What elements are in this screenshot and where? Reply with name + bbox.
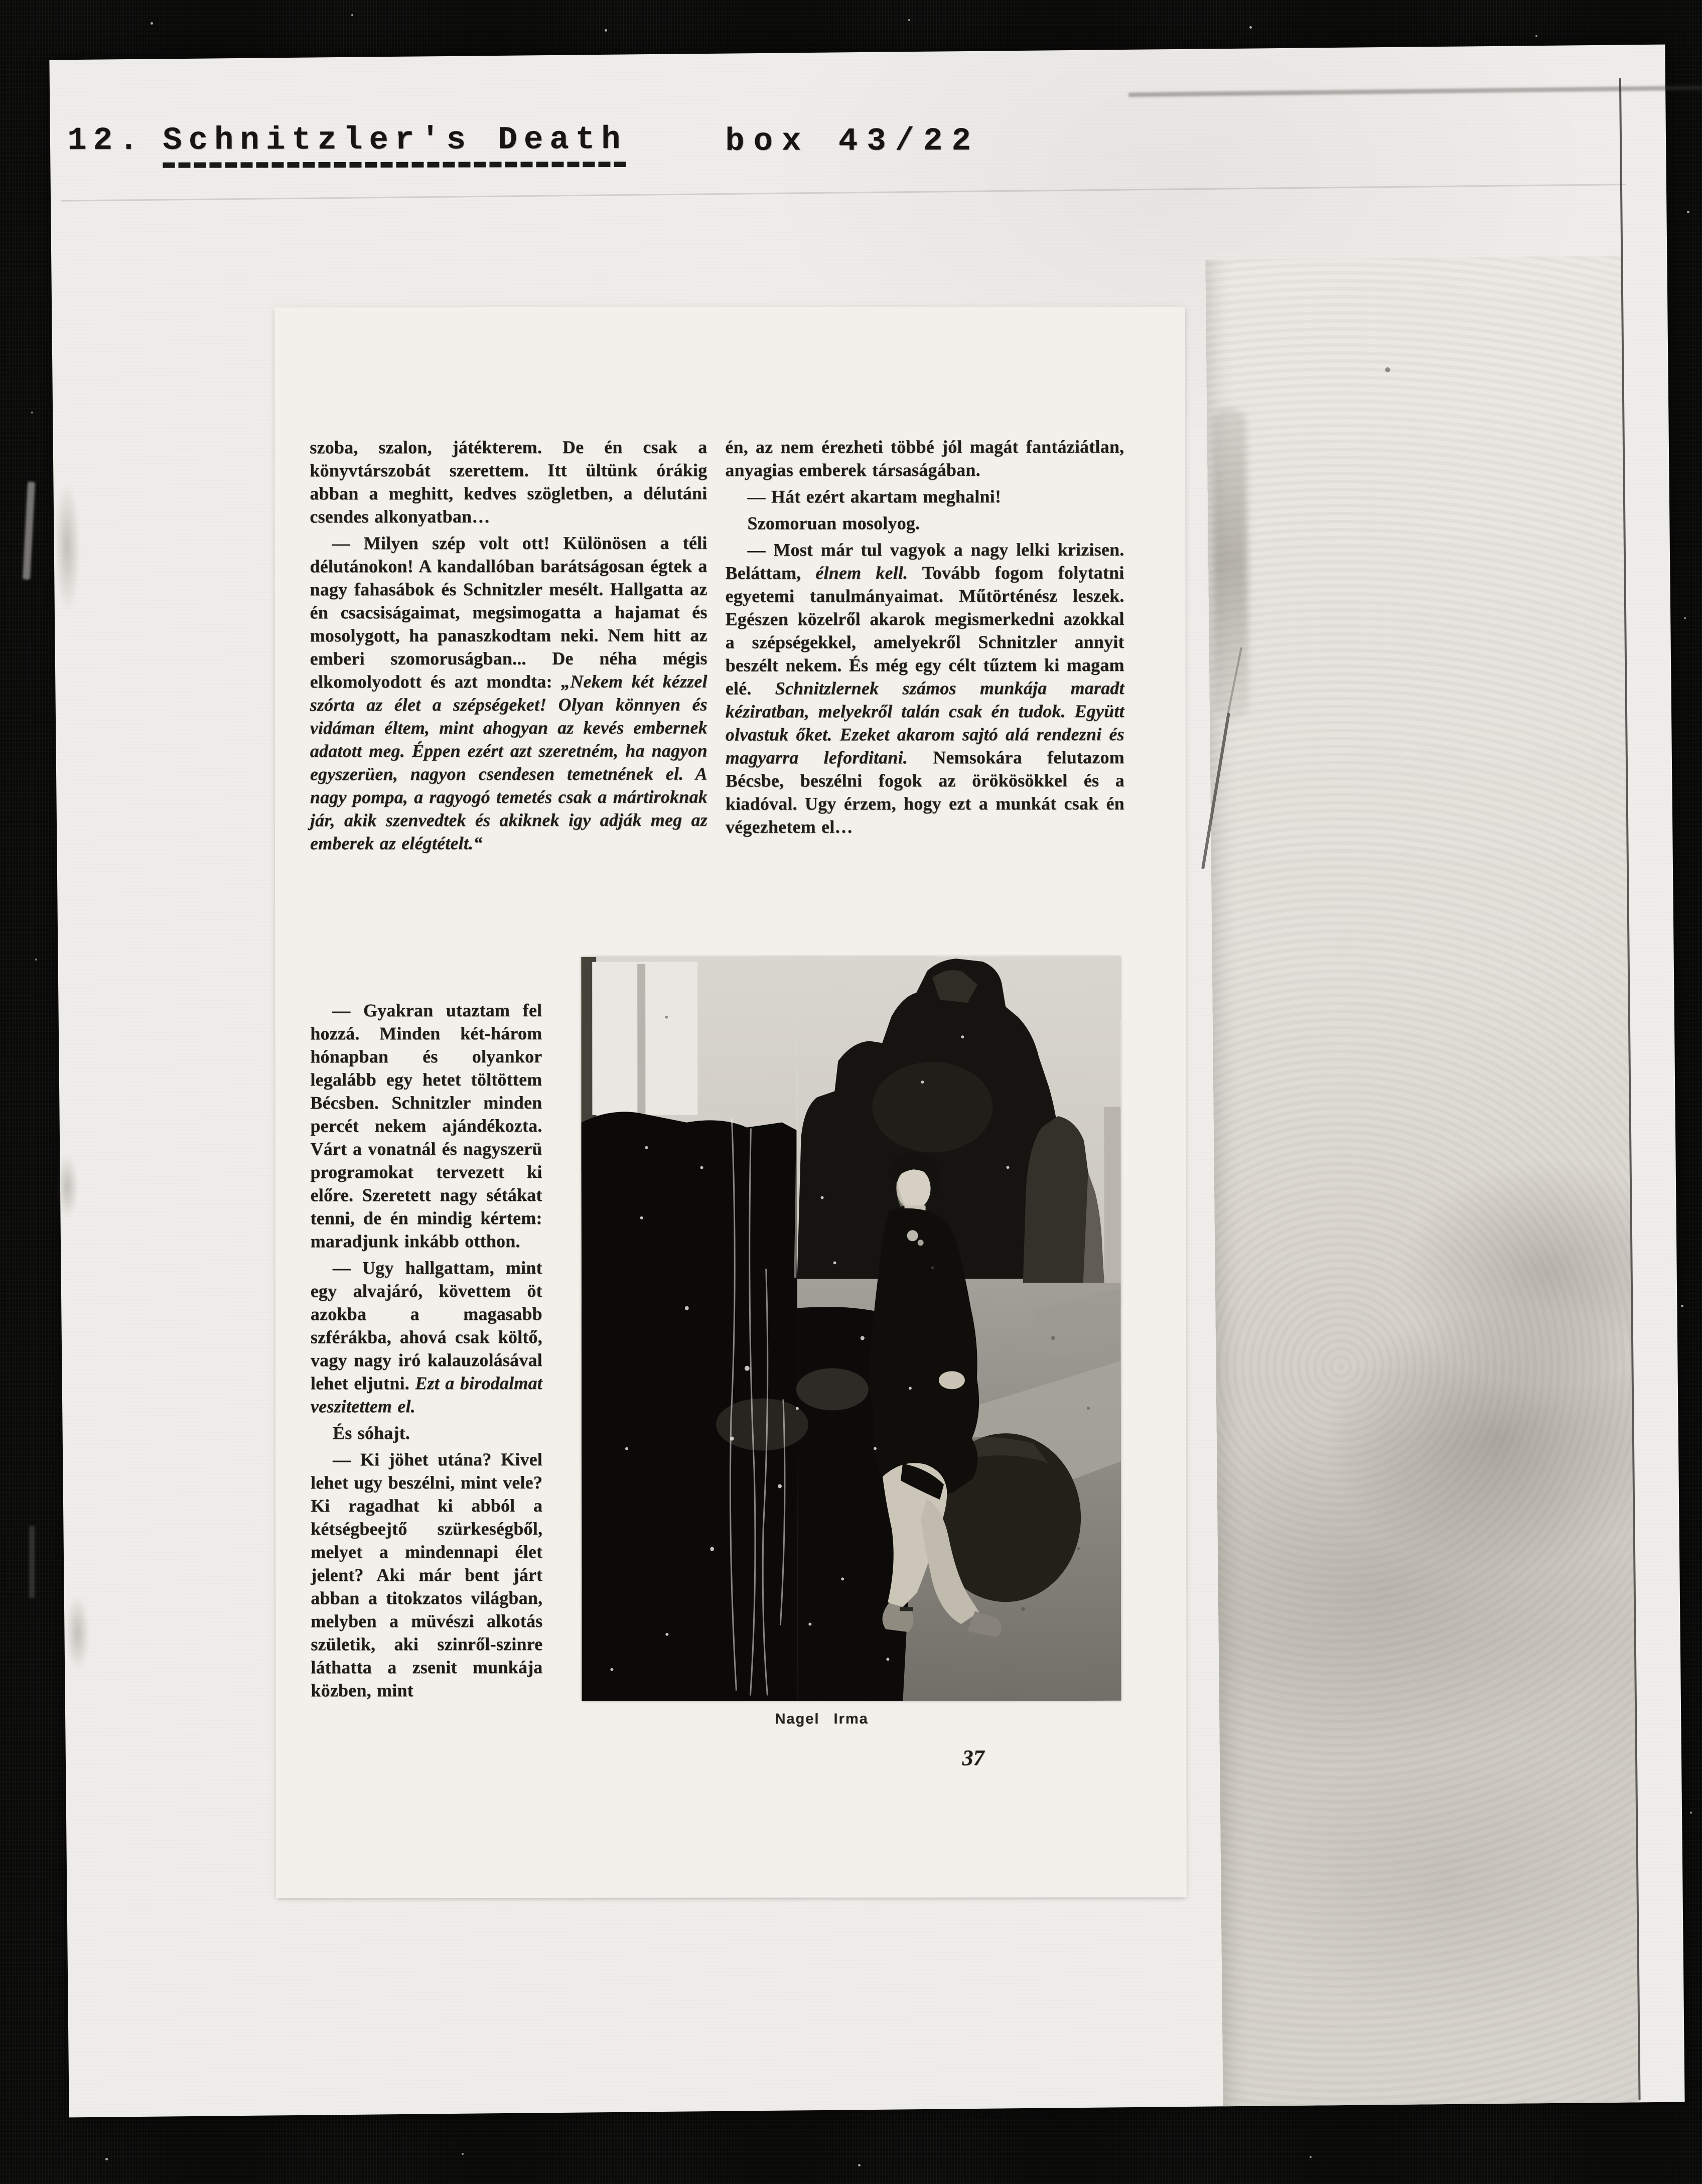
dust-speck [1535,35,1537,37]
scratch-streak [23,482,35,580]
header-number: 12. [67,122,145,159]
dust-speck [908,19,910,21]
article-paragraph [725,511,1124,535]
dust-speck [105,2158,108,2160]
smudge-mark [1212,408,1249,720]
dust-speck [1687,211,1689,213]
article-paragraph [725,435,1124,482]
article-paragraph [310,436,707,528]
article-column-left [310,436,707,855]
article-text: én, az nem érezheti többé jól magát fantáziátlan, anyagias emberek társaságában. [725,436,1124,480]
margin-smudge [56,1154,78,1219]
dust-speck [1684,617,1686,619]
article-text-italic: élnem kell. [815,563,908,583]
dust-speck [1310,2156,1312,2158]
dust-speck [1249,26,1252,29]
article-paragraph [310,999,542,1253]
newspaper-clipping [274,307,1187,1898]
article-text: szoba, szalon, játékterem. De én csak a könyvtárszobát szerettem. Itt ültünk órákig abban a meghitt, kedves szögletben, a délutáni csendes alkonyatban… [310,437,707,527]
adjacent-page-texture [1205,256,1638,2107]
article-text: Szomoruan mosolyog. [747,513,920,533]
article-text-italic: Ezt a birodalmat veszitettem el. [310,1373,542,1417]
ink-dot [1385,367,1390,372]
article-text: És sóhajt. [332,1423,410,1443]
scratch-streak [29,1526,35,1598]
dust-speck [605,29,607,32]
article-text: — Ugy hallgattam, mint egy alvajáró, követtem öt azokba a magasabb szférákba, ahová csak költő, vagy nagy iró kalauzolásával lehet eljutni. [310,1257,542,1394]
dust-speck [35,959,37,961]
article-text: — Gyakran utaztam fel hozzá. Minden két-három hónapban és olyankor legalább egy hetet töltöttem Bécsben. Schnitzler minden percét nekem ajándékozta. Várt a vonatnál és nagyszerü programokat tervezett ki előre. Szeretett nagy sétákat tenni, de én mindig kértem: maradjunk inkább otthon. [310,1000,542,1252]
article-paragraph [310,531,707,855]
article-text: — Ki jöhet utána? Kivel lehet ugy beszélni, mint vele? Ki ragadhat ki abból a kétségbeejtő szürkeségből, melyet a mindennapi élet jelent? Aki már bent járt abban a titokzatos világban, melyben a müvészi alkotás születik, aki szinről-szinre láthatta a zsenit munkája közben, mint [311,1449,543,1701]
photo-caption: Nagel Irma [775,1711,869,1727]
margin-smudge [65,1595,90,1671]
scanned-page [49,45,1684,2118]
header-box-label: box 43/22 [725,123,980,160]
article-column-narrow [310,999,542,1702]
page-number: 37 [962,1745,984,1770]
article-text: Nemsokára felutazom Bécsbe, beszélni fogok az örökösökkel és a kiadóval. Ugy érzem, hogy ezt a munkát csak én végezhetem el… [725,747,1124,837]
header-title: Schnitzler's Death [163,122,627,168]
crease-mark [61,184,1626,202]
photo-irma-nagel [581,957,1121,1701]
dust-speck [31,412,33,414]
article-text: — Hát ezért akartam meghalni! [747,486,1002,507]
article-text: Tovább fogom folytatni egyetemi tanulmányaimat. Műtörténész leszek. Egészen közelről akarok megismerkedni azokkal a szépségekkel, amelyekről Schnitzler annyit beszélt nekem. És még egy célt tűztem ki magam elé. [725,562,1124,699]
dust-speck [151,22,153,25]
article-column-right [725,435,1124,839]
article-paragraph [725,485,1124,508]
dust-speck [462,2153,464,2155]
margin-smudge [53,481,80,612]
dust-speck [1690,1812,1692,1814]
article-text-italic: Schnitzlernek számos munkája maradt kéziratban, melyekről talán csak én tudok. Együtt olvastuk őket. Ezeket akarom sajtó alá rendezni és magyarra leforditani. [725,677,1124,768]
typed-header [50,120,1656,183]
article-text: — Most már tul vagyok a nagy lelki krizisen. Beláttam, [725,539,1124,583]
article-paragraph [311,1256,542,1418]
article-text: — Milyen szép volt ott! Különösen a téli délutánokon! A kandallóban barátságosan égtek a nagy fahasábok és Schnitzler mesélt. Hallgatta az én csacsiságaimat, megsimogatta a hajamat és mosolygott, ha panaszkodtam neki. Nem hitt az emberi szomoruságban... De néha mégis elkomolyodott és azt mondta: [310,532,707,692]
dust-speck [858,2164,861,2166]
dust-speck [1681,1305,1683,1307]
article-paragraph [311,1448,542,1702]
smudge-mark [1128,85,1702,97]
photo-illustration [581,957,1121,1701]
article-text-italic: „Nekem két kézzel szórta az élet a szépségeket! Olyan könnyen és vidáman éltem, mint ahogyan az kevés embernek adatott meg. Éppen ezért azt szeretném, ha nagyon egyszerüen, nagyon csendesen temetnének el. A nagy pompa, a ragyogó temetés csak a mártiroknak jár, akik szenvedtek és akiknek igy adják meg az emberek az elégtételt.“ [310,671,707,854]
dust-speck [351,14,353,16]
article-paragraph [725,538,1124,839]
article-paragraph [311,1421,542,1444]
